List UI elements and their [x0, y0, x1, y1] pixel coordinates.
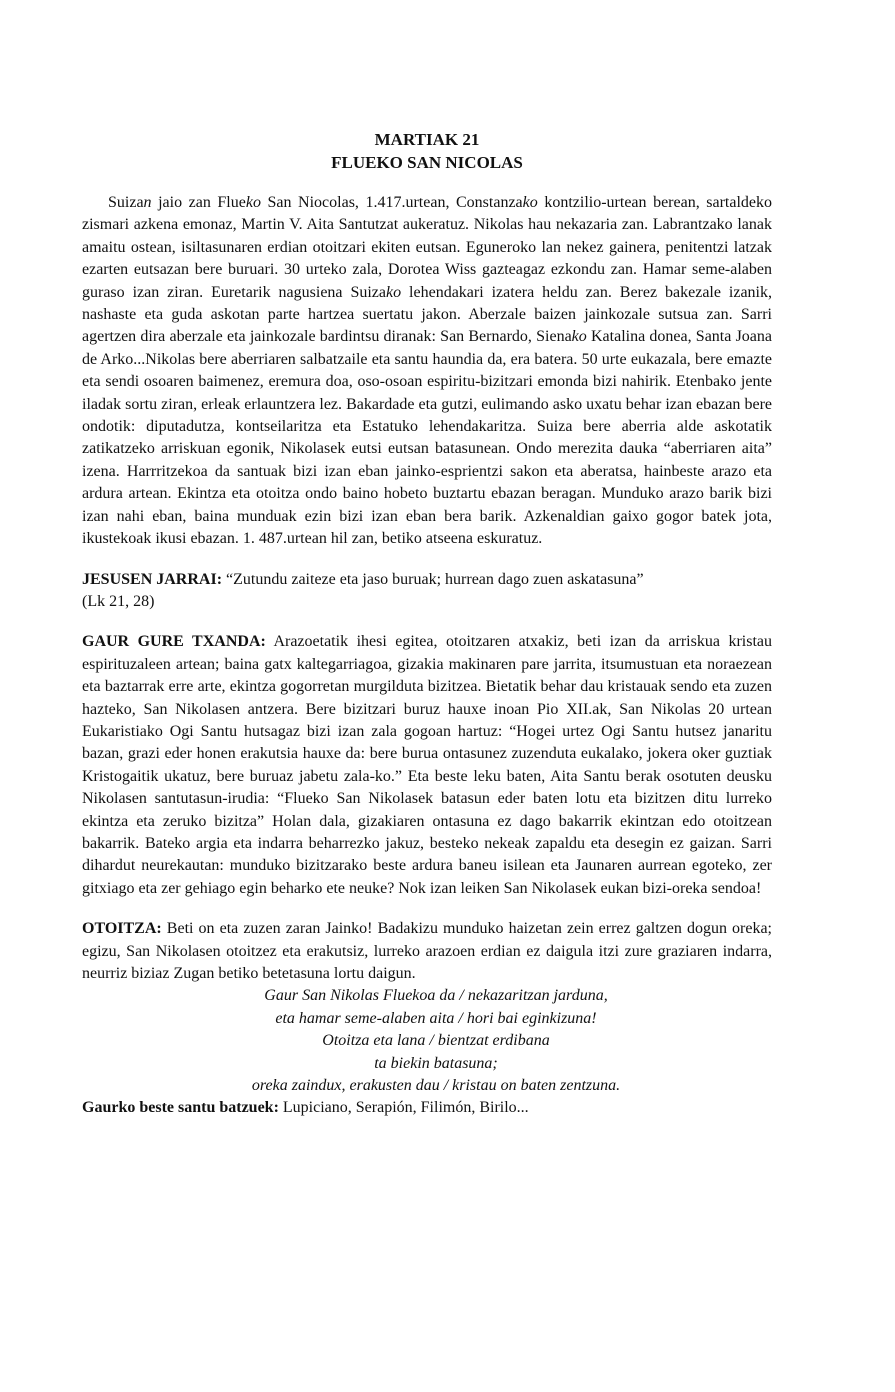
gaur-label: GAUR GURE TXANDA: — [82, 633, 266, 651]
biography-text: Katalina donea, Santa Joana de Arko...Nikolas bere aberriaren salbatzaile eta santu haundia da, era batera. 50 urte eukazala, bere emazte eta sendi osoaren baimenez, eremura doa, oso-osoan espiritu-bizitzari emonda bizi nahirik. Etenbako jente iladak sortu ziran, erleak erlauntzera lez. Bakardade eta gutzi, eulimando asko uxatu behar izan ebazan bere ondotik: diputadutza, kontseilaritza eta Estatuko lehendakaritza. Suiza bere aberria alde askotatik zatikatzeko arriskuan egonik, Nikolasek eutsi eutsan batasunean. Ondo merezita dauka “aberriaren aita” izena. Harrritzekoa da santuak bizi izan eban jainko-esprientzi sakon eta aberatsa, hainbeste arazo eta ardura artean. Ekintza eta otoitza ondo baino hobeto buztartu ebazan beragan. Munduko arazo barik bizi izan nahi eban, baina munduak ezin bizi izan eban bera barik. Azkenaldian gaixo gogor batek jota, ikustekoak ikusi ebazan. 1. 487.urtean hil zan, betiko atseena eskuratuz. — [82, 328, 772, 548]
biography-italic: ko — [386, 283, 402, 301]
jesusen-paragraph — [82, 569, 772, 591]
biography-section — [82, 192, 772, 551]
poem-line: ta biekin batasuna; — [374, 1054, 498, 1072]
biography-italic: ko — [245, 194, 261, 211]
jesusen-section — [82, 569, 772, 614]
otoitza-label: OTOITZA: — [82, 920, 162, 938]
gaur-section — [82, 631, 772, 900]
poem-line: oreka zaindux, erakusten dau / kristau on baten zentzuna. — [251, 1077, 621, 1095]
poem-line: Gaur San Nikolas Fluekoa da / nekazaritzan jarduna, — [264, 987, 608, 1005]
biography-text: kontzilio-urtean berean, sartaldeko zismari azkena emonaz, Martin V. Aita Santutzat aukeratuz. Nikolas hau nekazaria zan. Labrantzako lanak amaitu ostean, isiltasunaren erdian otoitzari ekiten eutsan. Eguneroko lan nekez gainera, penitentzi latzak ezarten eutsazan bere buruari. 30 urteko zala, Dorotea Wiss gazteagaz ezkondu zan. Hamar seme-alaben guraso izan ziran. Euretarik nagusiena Suiza — [82, 194, 773, 301]
page-date-title: MARTIAK 21 — [374, 130, 480, 149]
biography-italic: ko — [522, 194, 538, 211]
biography-text: lehendakari izatera heldu zan. Berez bakezale izanik, nashaste eta guda askotan parte hartzea suertatu jakon. Aberzale baizen jainkozale sutsua zan. Sarri agertzen dira aberzale eta jainkozale bardintsu diranak: San Bernardo, Siena — [82, 283, 772, 346]
other-saints — [82, 1097, 772, 1119]
jesusen-quote: “Zutundu zaiteze eta jaso buruak; hurrean dago zuen askatasuna” — [222, 570, 644, 588]
jesusen-label: JESUSEN JARRAI: — [82, 570, 223, 588]
other-saints-list: Lupiciano, Serapión, Filimón, Birilo... — [278, 1099, 529, 1117]
gaur-text: Arazoetatik ihesi egitea, otoitzaren atxakiz, beti izan da arriskua kristau espirituzaleen artean; baina gatx kaltegarriagoa, gizakia makinaren pare jarrita, itsumustuan eta noraezean eta baztarrak erre arte, ekintza gogorretan murgilduta bizitzea. Bietatik behar dau kristauak sendo eta zuzen hazteko, San Nikolasen antzera. Bere bizitzari buruz hauxe inoan Pio XII.ak, San Nikolas 20 urtean Eukaristiako Ogi Santu hutsagaz bizi izan zala gogoan hartuz: “Hogei urtez Ogi Santu hutsez janaritu bazan, grazi eder honen erakutsia hauxe da: bere burua ontasunez zuzenduta eukalako, jokera oker guztiak Kristogaitik ukatuz, bere buruaz jabetu zala-ko.” Eta beste leku baten, Aita Santu berak osotuten deusku Nikolasen santutasun-irudia: “Flueko San Nikolasek batasun eder baten lotu eta bizitzen ditu lurreko ekintza eta zeruko bizitza” Holan dala, gizakiaren ontasuna ez dago bakarrik ekintzan edo otoitzean bakarrik. Bateko argia eta indarra beharrezko jakuz, besteko nekeak zapaldu eta desegin ez gaizan. Sarri dihardut neurekautan: munduko bizitzarako beste ardura baneu isilean eta Jaunaren aurrean egoteko, zer gitxiago eta zer gehiago egin beharko ete neuke? Nok izan leiken San Nikolasek eukan bizi-oreka sendoa! — [82, 633, 772, 897]
jesusen-reference: (Lk 21, 28) — [82, 592, 155, 610]
poem-line: eta hamar seme-alaben aita / hori bai eginkizuna! — [275, 1009, 597, 1027]
biography-text: jaio zan Flue — [151, 194, 246, 211]
otoitza-section — [82, 918, 772, 985]
prayer-poem — [82, 985, 772, 1097]
other-saints-label: Gaurko beste santu batzuek: — [82, 1099, 279, 1117]
document-page — [82, 128, 772, 1120]
biography-text: San Niocolas, 1.417.urtean, Constanza — [260, 194, 523, 211]
otoitza-text: Beti on eta zuzen zaran Jainko! Badakizu munduko haizetan zein errez galtzen dogun oreka; egizu, San Nikolasen otoitzez eta erakutsiz, lurreko arazoen erdian ez daigula itzi zure graziaren indarra, neurriz biziaz Zugan betiko betetasuna lortu daigun. — [82, 920, 772, 982]
poem-line: Otoitza eta lana / bientzat erdibana — [322, 1032, 550, 1050]
title-block — [82, 128, 772, 174]
saint-name-title: FLUEKO SAN NICOLAS — [331, 153, 523, 172]
biography-italic: n — [143, 194, 152, 211]
gaur-paragraph — [82, 631, 772, 900]
biography-paragraph — [82, 192, 772, 551]
biography-italic: ko — [571, 328, 587, 346]
otoitza-paragraph — [82, 918, 772, 985]
biography-text: Suiza — [108, 194, 144, 211]
